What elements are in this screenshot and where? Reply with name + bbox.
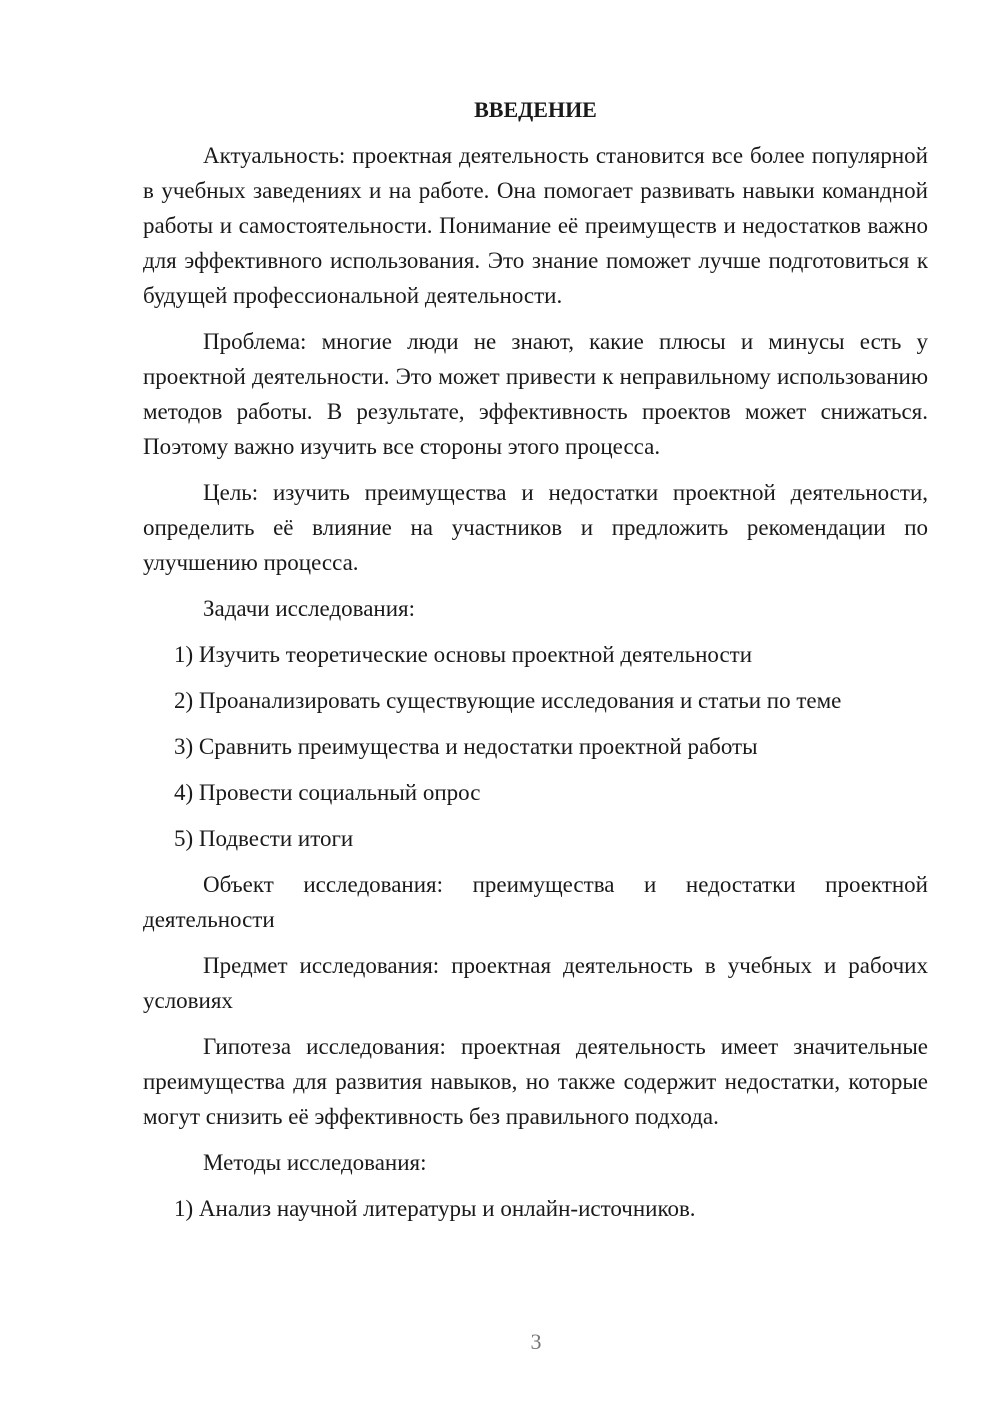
list-item: 1) Анализ научной литературы и онлайн-источников. — [174, 1196, 696, 1221]
list-item: 5) Подвести итоги — [174, 826, 354, 851]
page-content — [143, 94, 928, 1237]
list-item: 2) Проанализировать существующие исследования и статьи по теме — [174, 688, 842, 713]
tasks-list — [143, 637, 928, 856]
methods-list — [143, 1191, 928, 1226]
list-item: 3) Сравнить преимущества и недостатки проектной работы — [174, 734, 758, 759]
paragraph-hypothesis: Гипотеза исследования: проектная деятельность имеет значительные преимущества для развития навыков, но также содержит недостатки, которые могут снизить её эффективность без правильного подхода. — [143, 1034, 928, 1129]
tasks-title: Задачи исследования: — [203, 596, 416, 621]
section-heading: ВВЕДЕНИЕ — [474, 97, 597, 122]
paragraph-relevance: Актуальность: проектная деятельность становится все более популярной в учебных заведениях и на работе. Она помогает развивать навыки командной работы и самостоятельности. Понимание её преимуществ и недостатков важно для эффективного использования. Это знание поможет лучше подготовиться к будущей профессиональной деятельности. — [143, 143, 928, 308]
paragraph-problem: Проблема: многие люди не знают, какие плюсы и минусы есть у проектной деятельности. Это может привести к неправильному использованию методов работы. В результате, эффективность проектов может снижаться. Поэтому важно изучить все стороны этого процесса. — [143, 329, 928, 459]
paragraph-subject: Предмет исследования: проектная деятельность в учебных и рабочих условиях — [143, 953, 928, 1013]
paragraph-goal: Цель: изучить преимущества и недостатки проектной деятельности, определить её влияние на участников и предложить рекомендации по улучшению процесса. — [143, 480, 928, 575]
list-item: 4) Провести социальный опрос — [174, 780, 481, 805]
methods-title: Методы исследования: — [203, 1150, 427, 1175]
list-item: 1) Изучить теоретические основы проектной деятельности — [174, 642, 753, 667]
page-number: 3 — [530, 1329, 542, 1354]
paragraph-object: Объект исследования: преимущества и недостатки проектной деятельности — [143, 872, 928, 932]
